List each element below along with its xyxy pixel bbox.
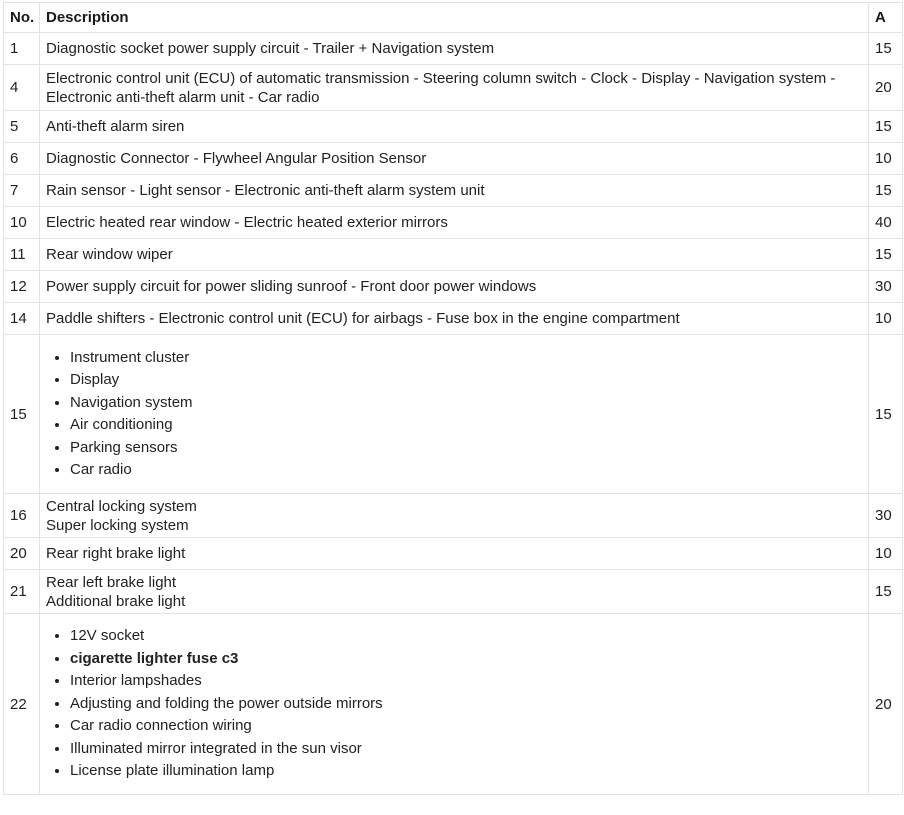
fuse-number: 12	[4, 271, 40, 303]
list-item: • Adjusting and folding the power outside mirrors	[70, 693, 862, 716]
fuse-amps: 30	[869, 271, 903, 303]
fuse-table	[3, 2, 903, 795]
fuse-number: 10	[4, 207, 40, 239]
fuse-item-list	[46, 625, 862, 783]
list-item: • Instrument cluster	[70, 347, 862, 370]
fuse-number: 4	[4, 65, 40, 111]
fuse-number: 5	[4, 111, 40, 143]
fuse-description	[40, 570, 869, 614]
fuse-description: Anti-theft alarm siren	[40, 111, 869, 143]
fuse-description	[40, 335, 869, 494]
table-row	[4, 271, 903, 303]
table-row	[4, 175, 903, 207]
description-line: Central locking system	[46, 497, 197, 515]
fuse-amps: 30	[869, 494, 903, 538]
table-row	[4, 303, 903, 335]
header-description: Description	[40, 3, 869, 33]
fuse-amps: 20	[869, 614, 903, 795]
table-row	[4, 143, 903, 175]
fuse-number: 15	[4, 335, 40, 494]
list-item: • 12V socket	[70, 625, 862, 648]
list-item: • Parking sensors	[70, 437, 862, 460]
list-item: • Car radio	[70, 459, 862, 482]
description-line: Rear left brake light	[46, 573, 177, 591]
fuse-description: Rear right brake light	[40, 538, 869, 570]
fuse-number: 6	[4, 143, 40, 175]
description-line: Additional brake light	[46, 592, 186, 610]
fuse-amps: 15	[869, 570, 903, 614]
fuse-amps: 15	[869, 33, 903, 65]
fuse-description: Electronic control unit (ECU) of automatic transmission - Steering column switch - Clock - Display - Navigation system - Electronic anti-theft alarm unit - Car radio	[40, 65, 869, 111]
list-item: • License plate illumination lamp	[70, 760, 862, 783]
list-item: • Display	[70, 369, 862, 392]
fuse-amps: 20	[869, 65, 903, 111]
list-item: • Interior lampshades	[70, 670, 862, 693]
fuse-description: Paddle shifters - Electronic control unit (ECU) for airbags - Fuse box in the engine compartment	[40, 303, 869, 335]
fuse-description: Power supply circuit for power sliding sunroof - Front door power windows	[40, 271, 869, 303]
table-row	[4, 570, 903, 614]
fuse-description: Rain sensor - Light sensor - Electronic anti-theft alarm system unit	[40, 175, 869, 207]
fuse-amps: 10	[869, 143, 903, 175]
fuse-number: 7	[4, 175, 40, 207]
header-amps: A	[869, 3, 903, 33]
table-header-row	[4, 3, 903, 33]
fuse-description	[40, 494, 869, 538]
table-row	[4, 239, 903, 271]
list-item-highlighted: • cigarette lighter fuse c3	[70, 648, 862, 671]
fuse-amps: 15	[869, 239, 903, 271]
fuse-number: 11	[4, 239, 40, 271]
fuse-number: 20	[4, 538, 40, 570]
fuse-amps: 10	[869, 538, 903, 570]
fuse-number: 14	[4, 303, 40, 335]
table-row	[4, 111, 903, 143]
fuse-number: 1	[4, 33, 40, 65]
fuse-description	[40, 614, 869, 795]
list-item: • Illuminated mirror integrated in the sun visor	[70, 738, 862, 761]
table-row	[4, 494, 903, 538]
fuse-number: 22	[4, 614, 40, 795]
table-row	[4, 33, 903, 65]
fuse-amps: 15	[869, 175, 903, 207]
fuse-item-list	[46, 347, 862, 482]
table-row	[4, 65, 903, 111]
fuse-description: Diagnostic socket power supply circuit - Trailer + Navigation system	[40, 33, 869, 65]
fuse-number: 16	[4, 494, 40, 538]
table-row	[4, 614, 903, 795]
fuse-amps: 15	[869, 111, 903, 143]
table-row	[4, 335, 903, 494]
fuse-amps: 15	[869, 335, 903, 494]
fuse-amps: 40	[869, 207, 903, 239]
fuse-description: Electric heated rear window - Electric heated exterior mirrors	[40, 207, 869, 239]
fuse-description: Diagnostic Connector - Flywheel Angular Position Sensor	[40, 143, 869, 175]
list-item: • Car radio connection wiring	[70, 715, 862, 738]
table-row	[4, 207, 903, 239]
fuse-number: 21	[4, 570, 40, 614]
fuse-amps: 10	[869, 303, 903, 335]
header-no: No.	[4, 3, 40, 33]
list-item: • Air conditioning	[70, 414, 862, 437]
list-item: • Navigation system	[70, 392, 862, 415]
description-line: Super locking system	[46, 516, 189, 534]
table-row	[4, 538, 903, 570]
fuse-description: Rear window wiper	[40, 239, 869, 271]
